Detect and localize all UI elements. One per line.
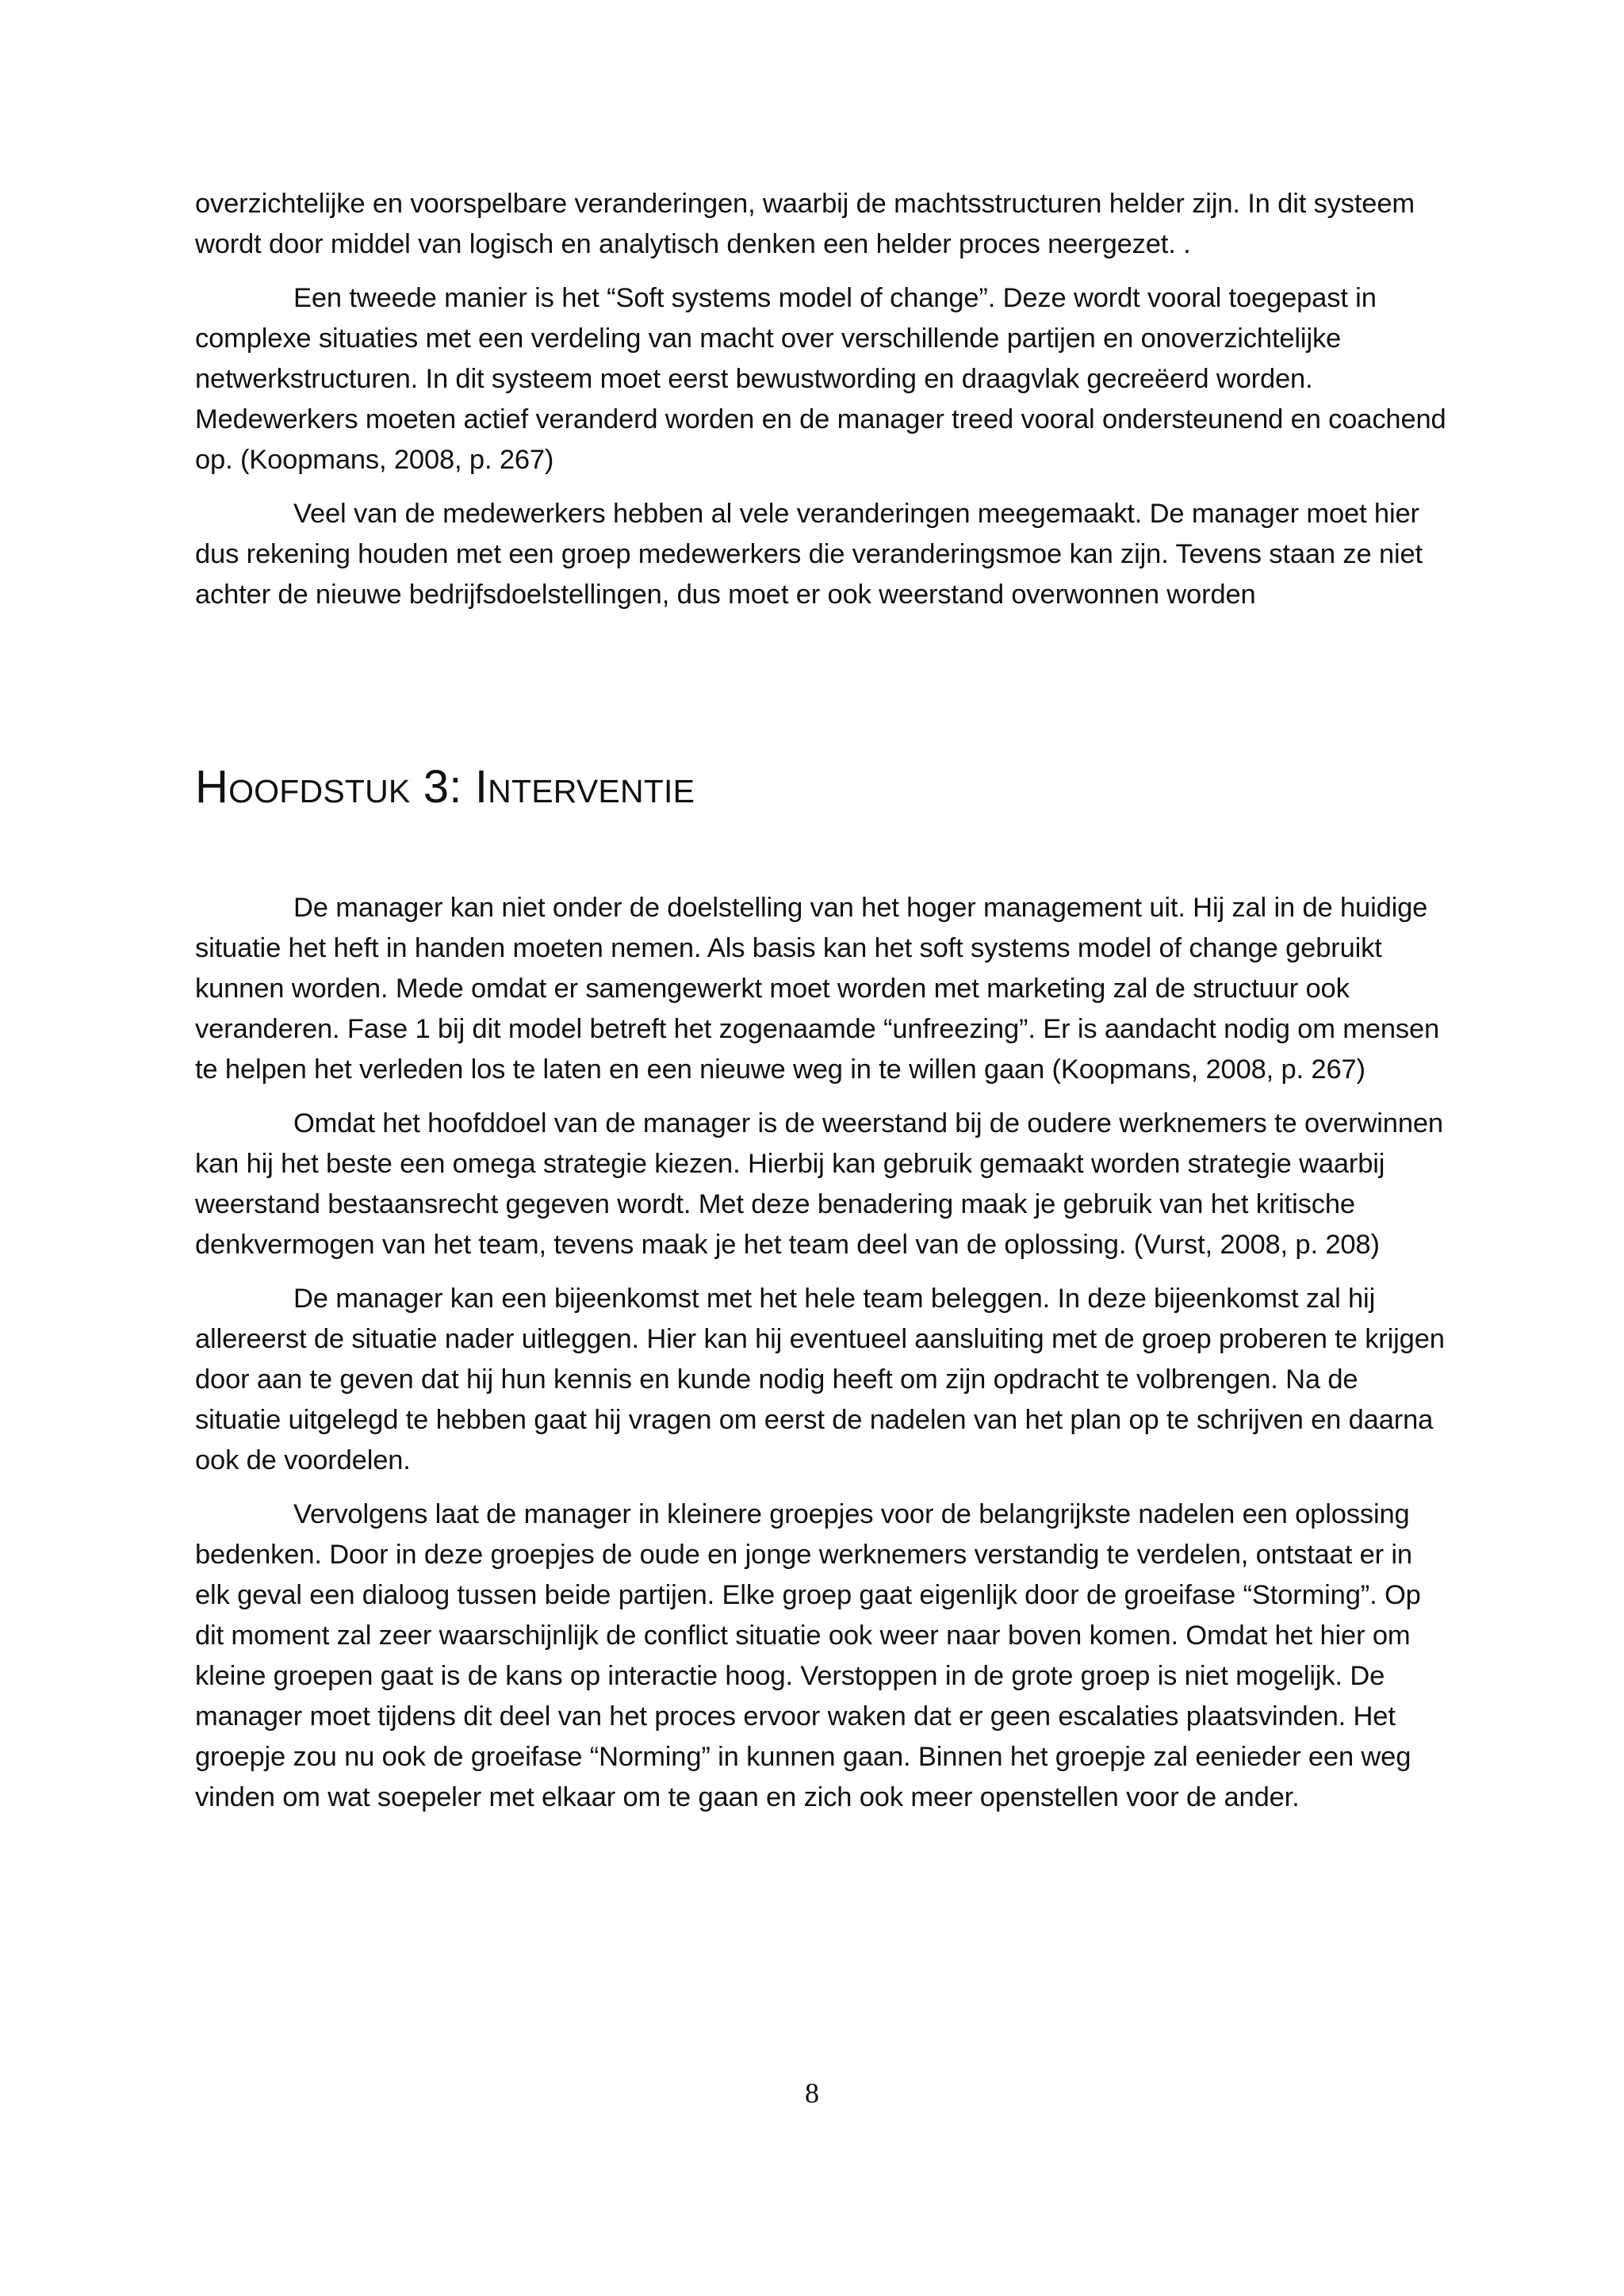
paragraph-medewerkers: Veel van de medewerkers hebben al vele veranderingen meegemaakt. De manager moet hier dus rekening houden met een groep medewerkers die veranderingsmoe kan zijn. Tevens staan ze niet achter de nieuwe bedrijfsdoelstellingen, dus moet er ook weerstand overwonnen worden	[195, 499, 1423, 610]
paragraph-continuation: overzichtelijke en voorspelbare veranderingen, waarbij de machtsstructuren helder zijn. In dit systeem wordt door middel van logisch en analytisch denken een helder proces neergezet. .	[195, 189, 1415, 259]
page-content	[195, 184, 1448, 1818]
paragraph-soft-systems: Een tweede manier is het “Soft systems model of change”. Deze wordt vooral toegepast in complexe situaties met een verdeling van macht over verschillende partijen en onoverzichtelijke netwerkstructuren. In dit systeem moet eerst bewustwording en draagvlak gecreëerd worden. Medewerkers moeten actief veranderd worden en de manager treed vooral ondersteunend en coachend op. (Koopmans, 2008, p. 267)	[195, 283, 1446, 475]
paragraph-doelstelling: De manager kan niet onder de doelstelling van het hoger management uit. Hij zal in de huidige situatie het heft in handen moeten nemen. Als basis kan het soft systems model of change gebruikt kunnen worden. Mede omdat er samengewerkt moet worden met marketing zal de structuur ook veranderen. Fase 1 bij dit model betreft het zogenaamde “unfreezing”. Er is aandacht nodig om mensen te helpen het verleden los te laten en een nieuwe weg in te willen gaan (Koopmans, 2008, p. 267)	[195, 893, 1440, 1085]
paragraph-groepjes: Vervolgens laat de manager in kleinere groepjes voor de belangrijkste nadelen een oplossing bedenken. Door in deze groepjes de oude en jonge werknemers verstandig te verdelen, ontstaat er in elk geval een dialoog tussen beide partijen. Elke groep gaat eigenlijk door de groeifase “Storming”. Op dit moment zal zeer waarschijnlijk de conflict situatie ook weer naar boven komen. Omdat het hier om kleine groepen gaat is de kans op interactie hoog. Verstoppen in de grote groep is niet mogelijk. De manager moet tijdens dit deel van het proces ervoor waken dat er geen escalaties plaatsvinden. Het groepje zou nu ook de groeifase “Norming” in kunnen gaan. Binnen het groepje zal eenieder een weg vinden om wat soepeler met elkaar om te gaan en zich ook meer openstellen voor de ander.	[195, 1499, 1421, 1812]
paragraph-bijeenkomst: De manager kan een bijeenkomst met het hele team beleggen. In deze bijeenkomst zal hij allereerst de situatie nader uitleggen. Hier kan hij eventueel aansluiting met de groep proberen te krijgen door aan te geven dat hij hun kennis en kunde nodig heeft om zijn opdracht te volbrengen. Na de situatie uitgelegd te hebben gaat hij vragen om eerst de nadelen van het plan op te schrijven en daarna ook de voordelen.	[195, 1284, 1445, 1475]
paragraph-omega-strategie: Omdat het hoofddoel van de manager is de weerstand bij de oudere werknemers te overwinnen kan hij het beste een omega strategie kiezen. Hierbij kan gebruik gemaakt worden strategie waarbij weerstand bestaansrecht gegeven wordt. Met deze benadering maak je gebruik van het kritische denkvermogen van het team, tevens maak je het team deel van de oplossing. (Vurst, 2008, p. 208)	[195, 1108, 1443, 1260]
page-number: 8	[805, 2077, 819, 2109]
chapter-heading: Hoofdstuk 3: Interventie	[195, 761, 695, 813]
